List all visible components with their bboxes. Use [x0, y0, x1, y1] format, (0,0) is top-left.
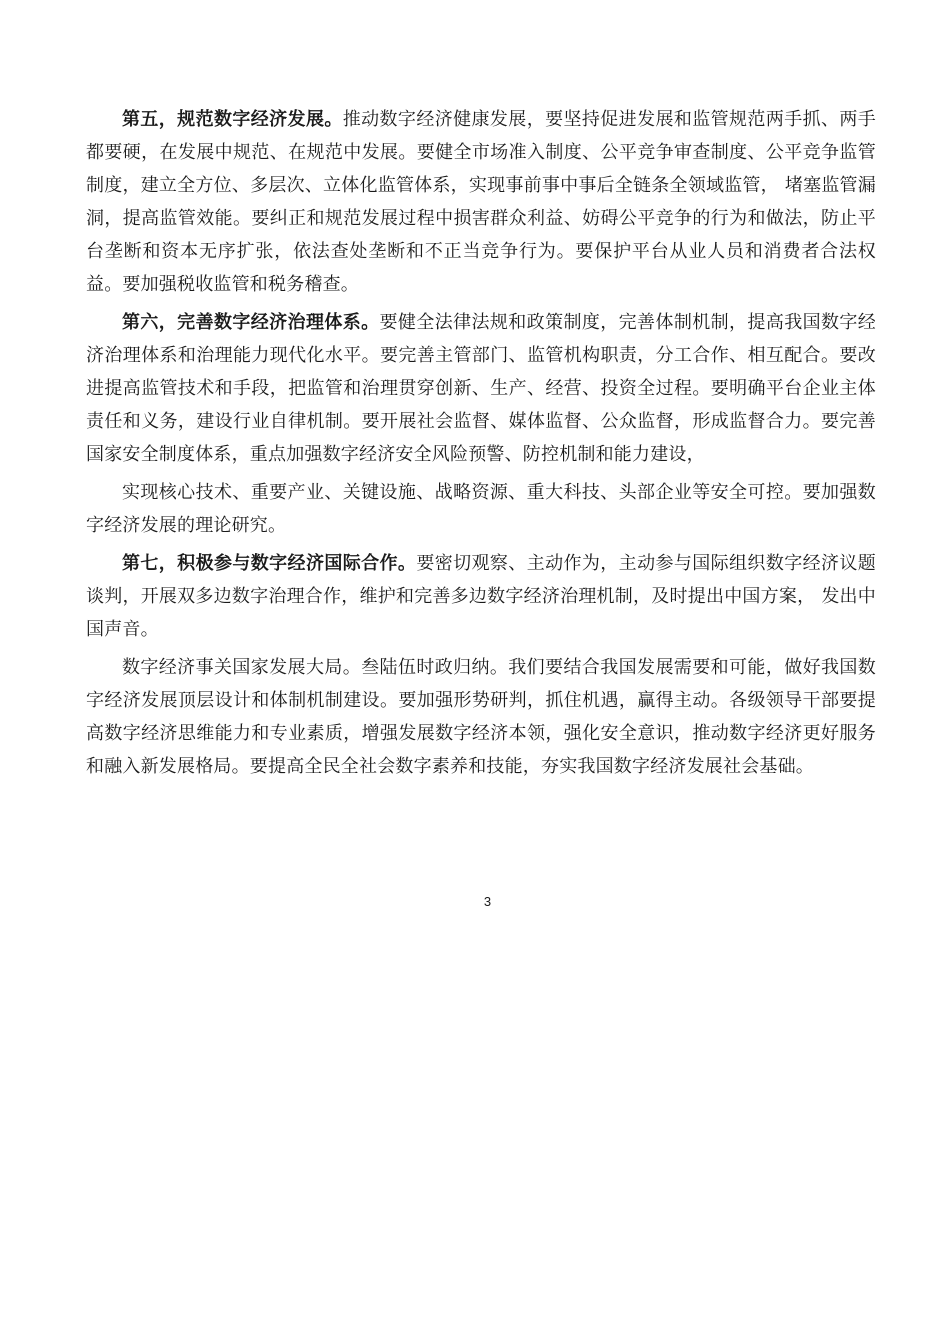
paragraph-conclusion	[86, 651, 876, 783]
page-number: 3	[483, 894, 492, 909]
paragraph-text: 要密切观察、主动作为，主动参与国际组织数字经济议题谈判，开展双多边数字治理合作，维护和完善多边数字经济治理机制，及时提出中国方案， 发出中国声音。	[86, 553, 877, 640]
document-body	[86, 103, 876, 783]
paragraph-sixth-point-continued	[86, 476, 876, 542]
paragraph-lead: 第七，积极参与数字经济国际合作。	[122, 553, 417, 574]
paragraph-sixth-point	[86, 306, 876, 471]
paragraph-fifth-point	[86, 103, 876, 301]
paragraph-lead: 第五，规范数字经济发展。	[122, 109, 343, 130]
paragraph-seventh-point	[86, 547, 876, 646]
paragraph-lead: 第六，完善数字经济治理体系。	[122, 312, 380, 333]
paragraph-text: 实现核心技术、重要产业、关键设施、战略资源、重大科技、头部企业等安全可控。要加强数字经济发展的理论研究。	[86, 482, 876, 536]
paragraph-text: 推动数字经济健康发展，要坚持促进发展和监管规范两手抓、两手都要硬，在发展中规范、在规范中发展。要健全市场准入制度、公平竞争审查制度、公平竞争监管制度，建立全方位、多层次、立体化监管体系，实现事前事中事后全链条全领域监管， 堵塞监管漏洞，提高监管效能。要纠正和规范发展过程中损害群众利益、妨碍公平竞争的行为和做法，防止平台垄断和资本无序扩张，依法查处垄断和不正当竞争行为。要保护平台从业人员和消费者合法权益。要加强税收监管和税务稽查。	[86, 109, 877, 295]
paragraph-text: 要健全法律法规和政策制度，完善体制机制，提高我国数字经济治理体系和治理能力现代化水平。要完善主管部门、监管机构职责，分工合作、相互配合。要改进提高监管技术和手段，把监管和治理贯穿创新、生产、经营、投资全过程。要明确平台企业主体责任和义务，建设行业自律机制。要开展社会监督、媒体监督、公众监督，形成监督合力。要完善国家安全制度体系，重点加强数字经济安全风险预警、防控机制和能力建设，	[86, 312, 876, 465]
paragraph-text: 数字经济事关国家发展大局。叁陆伍时政归纳。我们要结合我国发展需要和可能，做好我国数字经济发展顶层设计和体制机制建设。要加强形势研判，抓住机遇，赢得主动。各级领导干部要提高数字经济思维能力和专业素质，增强发展数字经济本领，强化安全意识，推动数字经济更好服务和融入新发展格局。要提高全民全社会数字素养和技能，夯实我国数字经济发展社会基础。	[86, 657, 876, 777]
